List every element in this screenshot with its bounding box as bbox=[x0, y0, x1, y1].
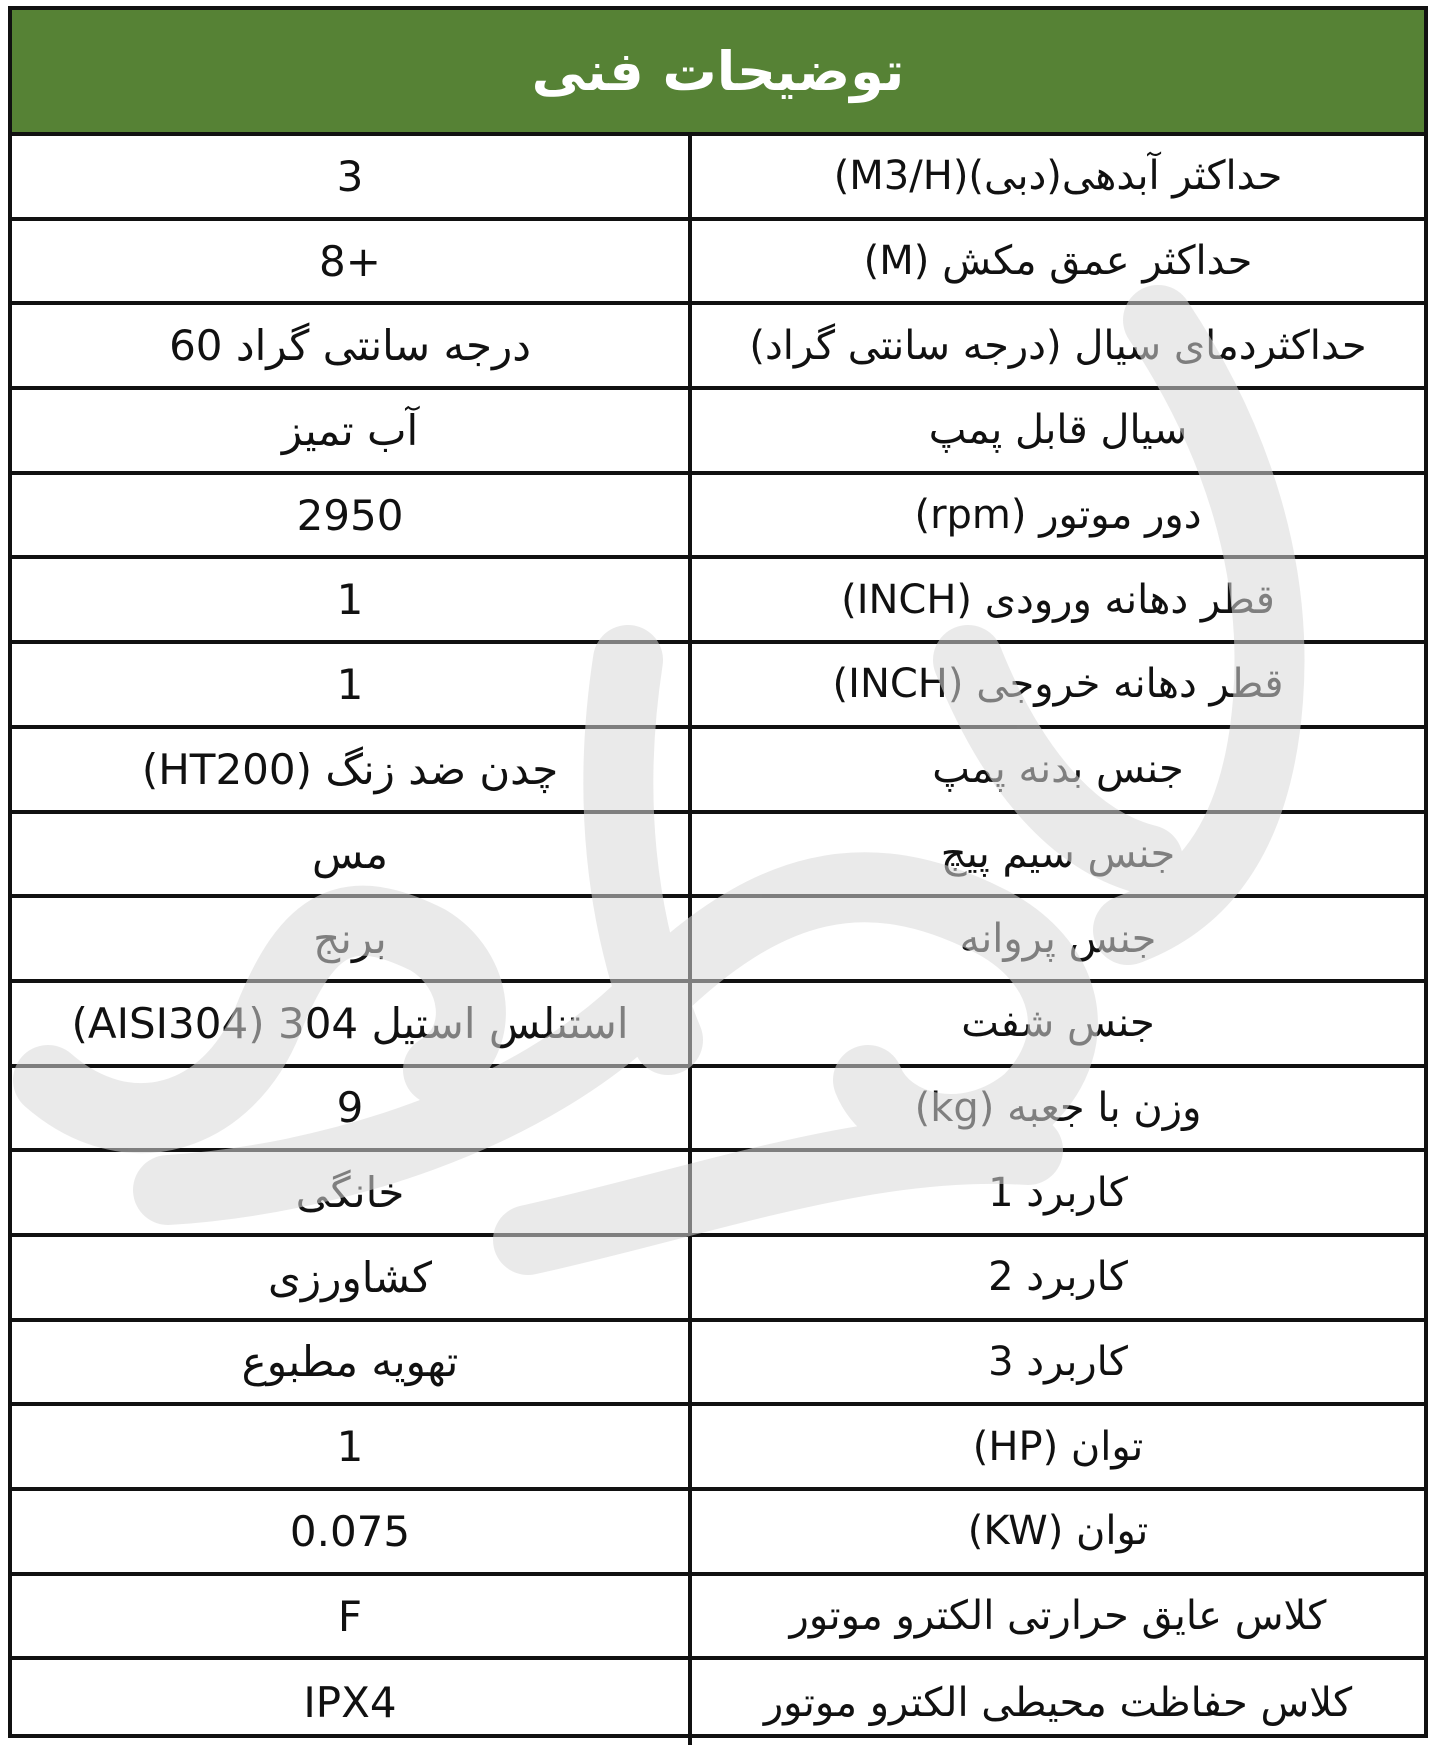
spec-value: 3 bbox=[336, 151, 364, 201]
spec-value: 1 bbox=[336, 659, 364, 709]
table-row bbox=[12, 1322, 1424, 1407]
spec-label: کاربرد 2 bbox=[688, 1237, 1424, 1318]
spec-value: آب تمیز bbox=[281, 405, 419, 455]
spec-value: 1 bbox=[336, 1422, 364, 1472]
spec-label: جنس سیم پیچ bbox=[688, 814, 1424, 895]
spec-label: قطر دهانه ورودی (INCH) bbox=[688, 559, 1424, 640]
spec-value: درجه سانتی گراد 60 bbox=[169, 321, 531, 371]
spec-label: سیال قابل پمپ bbox=[688, 390, 1424, 471]
spec-value: خانگی bbox=[295, 1168, 405, 1218]
table-row bbox=[12, 559, 1424, 644]
spec-value: 0.075 bbox=[289, 1506, 411, 1556]
spec-value: +8 bbox=[319, 236, 381, 286]
spec-label: توان (KW) bbox=[688, 1491, 1424, 1572]
spec-value: تهویه مطبوع bbox=[241, 1337, 459, 1387]
spec-value: برنج bbox=[313, 914, 387, 964]
spec-value: 9 bbox=[336, 1083, 364, 1133]
spec-value: کشاورزی bbox=[268, 1252, 432, 1302]
spec-label: کلاس عایق حرارتی الکترو موتور bbox=[688, 1576, 1424, 1657]
spec-value: مس bbox=[311, 829, 389, 879]
table-row bbox=[12, 390, 1424, 475]
table-row bbox=[12, 983, 1424, 1068]
spec-label: حداکثر عمق مکش (M) bbox=[688, 221, 1424, 302]
spec-label: جنس پروانه bbox=[688, 898, 1424, 979]
table-row bbox=[12, 1660, 1424, 1745]
spec-label: حداکثردمای سیال (درجه سانتی گراد) bbox=[688, 305, 1424, 386]
spec-label: وزن با جعبه (kg) bbox=[688, 1068, 1424, 1149]
spec-label: قطر دهانه خروجی (INCH) bbox=[688, 644, 1424, 725]
spec-value: F bbox=[337, 1591, 363, 1641]
table-row bbox=[12, 1406, 1424, 1491]
table-row bbox=[12, 814, 1424, 899]
spec-label: توان (HP) bbox=[688, 1406, 1424, 1487]
spec-label: جنس بدنه پمپ bbox=[688, 729, 1424, 810]
spec-label: کلاس حفاظت محیطی الکترو موتور bbox=[688, 1660, 1424, 1745]
table-row bbox=[12, 1068, 1424, 1153]
table-row bbox=[12, 644, 1424, 729]
spec-sheet bbox=[8, 6, 1428, 1738]
spec-label: کاربرد 3 bbox=[688, 1322, 1424, 1403]
spec-table bbox=[12, 136, 1424, 1745]
spec-value: 2950 bbox=[296, 490, 404, 540]
table-row bbox=[12, 221, 1424, 306]
table-row bbox=[12, 475, 1424, 560]
spec-label: کاربرد 1 bbox=[688, 1152, 1424, 1233]
table-row bbox=[12, 136, 1424, 221]
table-row bbox=[12, 1491, 1424, 1576]
spec-value: چدن ضد زنگ (HT200) bbox=[141, 744, 559, 794]
spec-value: IPX4 bbox=[303, 1678, 397, 1728]
spec-value: 1 bbox=[336, 575, 364, 625]
spec-value: استنلس استیل 304 (AISI304) bbox=[71, 998, 629, 1048]
table-row bbox=[12, 1237, 1424, 1322]
table-row bbox=[12, 1576, 1424, 1661]
table-row bbox=[12, 898, 1424, 983]
table-row bbox=[12, 729, 1424, 814]
table-row bbox=[12, 305, 1424, 390]
spec-label: جنس شفت bbox=[688, 983, 1424, 1064]
table-row bbox=[12, 1152, 1424, 1237]
table-title: توضیحات فنی bbox=[531, 39, 905, 103]
spec-label: حداکثر آبدهی(دبی)(M3/H) bbox=[688, 136, 1424, 217]
spec-label: دور موتور (rpm) bbox=[688, 475, 1424, 556]
table-header bbox=[12, 10, 1424, 136]
